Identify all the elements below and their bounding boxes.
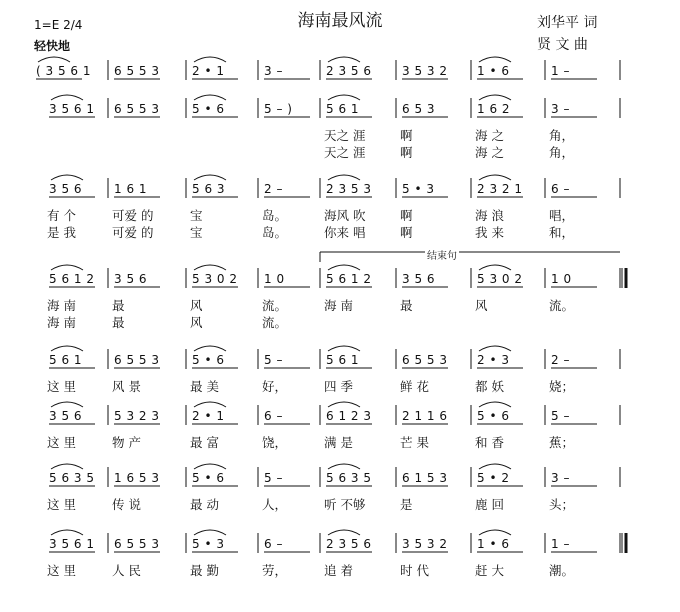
lyric-text: 天之 涯 xyxy=(324,128,366,143)
tempo-marking: 轻快地 xyxy=(34,39,71,53)
lyric-text: 鲜 花 xyxy=(400,379,429,394)
lyric-text: 人， xyxy=(262,497,288,512)
slur-arc xyxy=(51,530,83,535)
lyric-text: 岛。 xyxy=(262,225,288,240)
lyric-text: 海 南 xyxy=(47,315,76,330)
measure-notes: 3 – xyxy=(264,64,283,78)
slur-arc xyxy=(194,265,226,270)
lyric-text: 最 美 xyxy=(190,379,219,394)
lyric-text: 海风 吹 xyxy=(324,208,366,223)
slur-arc xyxy=(194,175,226,180)
measure-notes: 1 • 6 xyxy=(477,537,510,551)
measure-notes: 2 • 3 xyxy=(477,353,510,367)
measure-notes: 3 – xyxy=(551,471,570,485)
measure-notes: 3 5 6 xyxy=(114,272,148,286)
measure-notes: 1 6 5 3 xyxy=(114,471,160,485)
measure-notes: 5 • 6 xyxy=(192,102,225,116)
lyric-text: 流。 xyxy=(262,315,288,330)
lyric-text: 传 说 xyxy=(112,497,141,512)
lyric-text: 这 里 xyxy=(47,435,76,450)
lyric-text: 劳， xyxy=(262,563,288,578)
lyric-text: 可爱 的 xyxy=(112,225,154,240)
measure-notes: 5 6 1 xyxy=(326,102,360,116)
lyric-text: 风 xyxy=(475,298,488,313)
lyric-text: 人 民 xyxy=(112,563,141,578)
lyric-text: 海 浪 xyxy=(475,208,504,223)
ending-label: 结束句 xyxy=(425,247,459,262)
measure-notes: 5 – xyxy=(264,353,283,367)
lyric-text: 你来 唱 xyxy=(324,225,366,240)
key-time-signature: 1=E 2/4 xyxy=(34,18,83,32)
slur-arc xyxy=(51,175,83,180)
slur-arc xyxy=(328,464,360,469)
measure-notes: 6 5 5 3 xyxy=(114,537,160,551)
measure-notes: 3 5 6 1 xyxy=(49,537,95,551)
lyric-text: 赶 大 xyxy=(475,563,504,578)
measure-notes: 5 • 6 xyxy=(192,353,225,367)
slur-arc xyxy=(479,57,511,62)
slur-arc xyxy=(328,265,360,270)
lyric-text: 最 xyxy=(112,298,125,313)
slur-arc xyxy=(479,95,511,100)
measure-notes: 5 • 6 xyxy=(192,471,225,485)
measure-notes: 5 • 3 xyxy=(192,537,225,551)
lyric-text: 岛。 xyxy=(262,208,288,223)
measure-notes: 5 • 3 xyxy=(402,182,435,196)
measure-notes: 5 6 3 xyxy=(192,182,226,196)
measure-notes: 5 6 3 5 xyxy=(326,471,372,485)
measure-notes: 5 6 3 5 xyxy=(49,471,95,485)
measure-notes: 5 • 6 xyxy=(477,409,510,423)
lyric-text: 海 南 xyxy=(47,298,76,313)
measure-notes: 3 5 6 1 xyxy=(49,102,95,116)
lyric-text: 都 妖 xyxy=(475,379,504,394)
slur-arc xyxy=(194,57,226,62)
lyric-text: 流。 xyxy=(549,298,575,313)
lyric-text: 娆； xyxy=(549,379,575,394)
lyric-text: 追 着 xyxy=(324,563,353,578)
slur-arc xyxy=(328,175,360,180)
slur-arc xyxy=(479,346,511,351)
measure-notes: 2 1 1 6 xyxy=(402,409,448,423)
measure-notes: 1 • 6 xyxy=(477,64,510,78)
slur-arc xyxy=(38,57,70,62)
slur-arc xyxy=(328,95,360,100)
lyric-text: 是 xyxy=(400,497,413,512)
lyric-text: 是 我 xyxy=(47,225,76,240)
lyric-text: 和， xyxy=(549,225,575,240)
measure-notes: 5 – xyxy=(264,471,283,485)
measure-notes: 2 • 1 xyxy=(192,64,225,78)
lyric-text: 角， xyxy=(549,128,575,143)
slur-arc xyxy=(51,402,83,407)
measure-notes: 6 – xyxy=(264,409,283,423)
measure-notes: 5 – ) xyxy=(264,102,293,116)
measure-notes: 6 1 5 3 xyxy=(402,471,448,485)
lyric-text: 啊 xyxy=(400,208,413,223)
measure-notes: 6 – xyxy=(264,537,283,551)
lyric-text: 风 景 xyxy=(112,379,141,394)
lyric-text: 蕉； xyxy=(549,435,575,450)
lyric-text: 我 来 xyxy=(475,225,504,240)
measure-notes: 3 5 3 2 xyxy=(402,64,448,78)
lyric-text: 和 香 xyxy=(475,435,504,450)
lyric-text: 角， xyxy=(549,145,575,160)
measure-notes: ( 3 5 6 1 xyxy=(36,64,91,78)
lyric-text: 这 里 xyxy=(47,497,76,512)
measure-notes: 2 3 2 1 xyxy=(477,182,523,196)
lyric-text: 物 产 xyxy=(112,435,141,450)
lyric-text: 最 xyxy=(400,298,413,313)
measure-notes: 6 – xyxy=(551,182,570,196)
lyric-text: 时 代 xyxy=(400,563,429,578)
slur-arc xyxy=(479,402,511,407)
slur-arc xyxy=(479,530,511,535)
measure-notes: 5 6 1 2 xyxy=(49,272,95,286)
slur-arc xyxy=(194,464,226,469)
slur-arc xyxy=(51,95,83,100)
measure-notes: 6 5 3 xyxy=(402,102,436,116)
lyric-text: 听 不够 xyxy=(324,497,366,512)
measure-notes: 6 1 2 3 xyxy=(326,409,372,423)
measure-notes: 6 5 5 3 xyxy=(114,64,160,78)
lyric-text: 可爱 的 xyxy=(112,208,154,223)
measure-notes: 5 3 0 2 xyxy=(192,272,238,286)
slur-arc xyxy=(51,265,83,270)
lyric-text: 饶， xyxy=(262,435,288,450)
measure-notes: 5 – xyxy=(551,409,570,423)
lyric-text: 风 xyxy=(190,298,203,313)
measure-notes: 2 3 5 3 xyxy=(326,182,372,196)
lyric-text: 好， xyxy=(262,379,288,394)
song-title: 海南最风流 xyxy=(297,11,383,31)
lyric-text: 啊 xyxy=(400,145,413,160)
measure-notes: 6 5 5 3 xyxy=(402,353,448,367)
measure-notes: 3 5 6 xyxy=(49,409,83,423)
lyric-text: 满 是 xyxy=(324,435,353,450)
slur-arc xyxy=(479,265,511,270)
lyric-text: 最 富 xyxy=(190,435,219,450)
lyric-text: 潮。 xyxy=(549,563,575,578)
measure-notes: 5 3 0 2 xyxy=(477,272,523,286)
slur-arc xyxy=(328,402,360,407)
measure-notes: 5 3 2 3 xyxy=(114,409,160,423)
lyric-text: 唱， xyxy=(549,208,575,223)
lyric-text: 最 勤 xyxy=(190,563,219,578)
lyric-text: 海 南 xyxy=(324,298,353,313)
lyric-text: 海 之 xyxy=(475,128,504,143)
measure-notes: 1 6 1 xyxy=(114,182,148,196)
slur-arc xyxy=(51,346,83,351)
measure-notes: 6 5 5 3 xyxy=(114,353,160,367)
lyric-text: 风 xyxy=(190,315,203,330)
measure-notes: 6 5 5 3 xyxy=(114,102,160,116)
slur-arc xyxy=(479,464,511,469)
slur-arc xyxy=(194,346,226,351)
lyric-text: 头； xyxy=(549,497,575,512)
measure-notes: 2 • 1 xyxy=(192,409,225,423)
slur-arc xyxy=(328,530,360,535)
measure-notes: 2 – xyxy=(264,182,283,196)
slur-arc xyxy=(194,95,226,100)
measure-notes: 5 6 1 xyxy=(49,353,83,367)
lyric-text: 这 里 xyxy=(47,563,76,578)
measure-notes: 2 3 5 6 xyxy=(326,537,372,551)
lyric-text: 啊 xyxy=(400,128,413,143)
measure-notes: 1 0 xyxy=(264,272,285,286)
slur-arc xyxy=(479,175,511,180)
measure-notes: 1 – xyxy=(551,537,570,551)
measure-notes: 2 3 5 6 xyxy=(326,64,372,78)
composer-credit: 贤 文 曲 xyxy=(537,37,588,53)
lyric-text: 宝 xyxy=(190,225,203,240)
lyric-text: 啊 xyxy=(400,225,413,240)
lyricist-credit: 刘华平 词 xyxy=(537,15,598,31)
measure-notes: 3 5 6 xyxy=(49,182,83,196)
slur-arc xyxy=(328,346,360,351)
slur-arc xyxy=(194,530,226,535)
slur-arc xyxy=(328,57,360,62)
lyric-text: 海 之 xyxy=(475,145,504,160)
measure-notes: 2 – xyxy=(551,353,570,367)
lyric-text: 最 xyxy=(112,315,125,330)
lyric-text: 鹿 回 xyxy=(475,497,504,512)
measure-notes: 3 5 3 2 xyxy=(402,537,448,551)
lyric-text: 宝 xyxy=(190,208,203,223)
measure-notes: 5 6 1 2 xyxy=(326,272,372,286)
measure-notes: 5 • 2 xyxy=(477,471,510,485)
measure-notes: 5 6 1 xyxy=(326,353,360,367)
lyric-text: 最 动 xyxy=(190,497,219,512)
measure-notes: 3 5 6 xyxy=(402,272,436,286)
measure-notes: 1 6 2 xyxy=(477,102,511,116)
lyric-text: 天之 涯 xyxy=(324,145,366,160)
measure-notes: 1 0 xyxy=(551,272,572,286)
lyric-text: 这 里 xyxy=(47,379,76,394)
measure-notes: 1 – xyxy=(551,64,570,78)
lyric-text: 流。 xyxy=(262,298,288,313)
slur-arc xyxy=(194,402,226,407)
measure-notes: 3 – xyxy=(551,102,570,116)
lyric-text: 有 个 xyxy=(47,208,76,223)
lyric-text: 芒 果 xyxy=(400,435,429,450)
slur-arc xyxy=(51,464,83,469)
lyric-text: 四 季 xyxy=(324,379,353,394)
